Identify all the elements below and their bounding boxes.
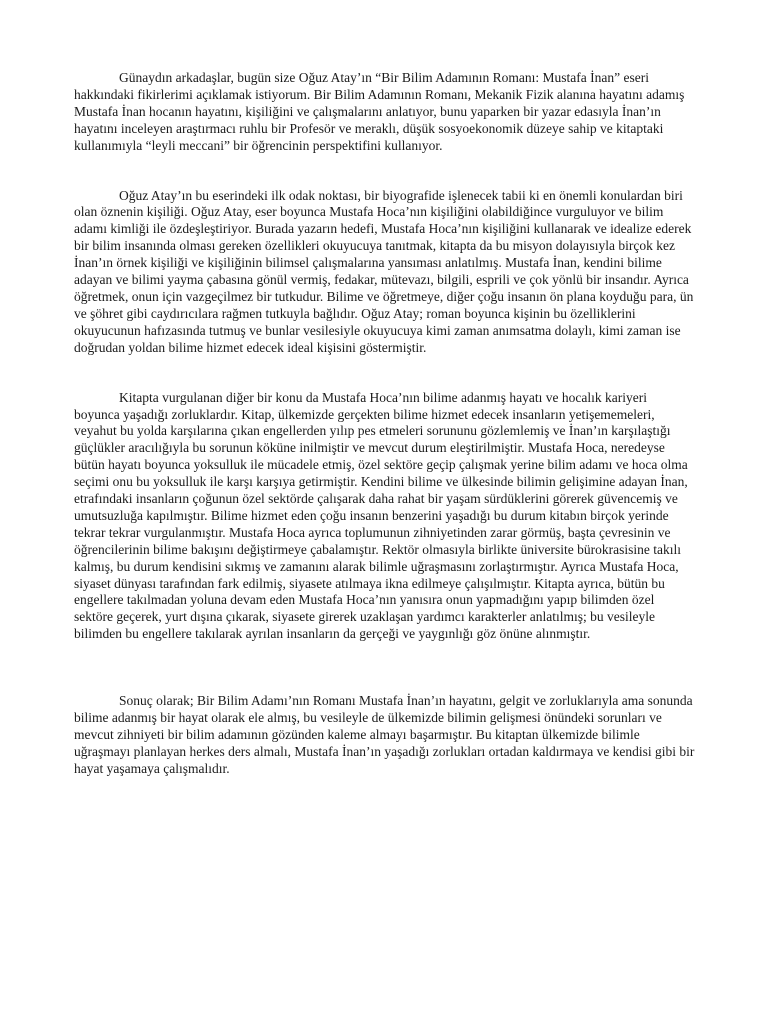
document-page xyxy=(74,70,696,778)
paragraph-introduction: Günaydın arkadaşlar, bugün size Oğuz Atay’ın “Bir Bilim Adamının Romanı: Mustafa İnan” eseri hakkındaki fikirlerimi açıklamak istiyorum. Bir Bilim Adamının Romanı, Mekanik Fizik alanına hayatını adamış Mustafa İnan hocanın hayatını, kişiliğini ve çalışmalarını anlatıyor, bunu yaparken bir yazar edasıyla İnan’ın hayatını inceleyen araştırmacı ruhlu bir Profesör ve meraklı, düşük sosyoekonomik düzeye sahip ve kitaptaki kullanımıyla “leyli meccani” bir öğrencinin perspektifini kullanıyor. xyxy=(74,70,685,153)
paragraph-personality: Oğuz Atay’ın bu eserindeki ilk odak noktası, bir biyografide işlenecek tabii ki en önemli konulardan biri olan öznenin kişiliği. Oğuz Atay, eser boyunca Mustafa Hoca’nın kişiliğini olabildiğince vurguluyor ve bilim adamı kimliği ile özdeşleştiriyor. Burada yazarın hedefi, Mustafa Hoca’nın kişiliğini kullanarak ve idealize ederek bir bilim insanında olması gereken özellikleri okuyucuya tanıtmak, kitapta da bu misyon dolayısıyla birçok kez İnan’ın örnek kişiliği ve kişiliğinin bilimsel çalışmalarına yansıması anlatılmış. Mustafa İnan, kendini bilime adayan ve bilimi yayma çabasına gönül vermiş, fedakar, mütevazı, bilgili, esprili ve çok yönlü bir insandır. Ayrıca öğretmek, onun için vazgeçilmez bir tutkudur. Bilime ve öğretmeye, diğer çoğu insanın ön plana koyduğu para, ün ve şöhret gibi caydırıcılara rağmen tutkuyla bağlıdır. Oğuz Atay; roman boyunca kişinin bu özelliklerini okuyucunun hafızasında tutmuş ve bunlar vesilesiyle okuyucuya kimi zaman anımsatma dolaylı, kimi zaman ise doğrudan yoldan bilime hizmet edecek ideal kişisini göstermiştir. xyxy=(74,187,694,355)
paragraph-conclusion: Sonuç olarak; Bir Bilim Adamı’nın Romanı Mustafa İnan’ın hayatını, gelgit ve zorluklarıyla ama sonunda bilime adanmış bir hayat olarak ele almış, bu vesileyle de ülkemizde bilimin gelişmesi önündeki sorunları ve mevcut zihniyeti bir bilim adamının gözünden kaleme almayı başarmıştır. Bu kitaptan ülkemizde bilimle uğraşmayı planlayan herkes ders almalı, Mustafa İnan’ın yaşadığı zorlukları ortadan kaldırmaya ve kendisi gibi bir hayat yaşamaya çalışmalıdır. xyxy=(74,693,695,776)
paragraph-difficulties: Kitapta vurgulanan diğer bir konu da Mustafa Hoca’nın bilime adanmış hayatı ve hocalık kariyeri boyunca yaşadığı zorluklardır. Kitap, ülkemizde gerçekten bilime hizmet edecek insanların yetişememeleri, veyahut bu yolda karşılarına çıkan engellerden yılıp pes etmeleri sorununu gözlemlemiş ve İnan’ın karşılaştığı güçlükler aracılığıyla bu sorunun köküne inilmiştir ve mevcut durum eleştirilmiştir. Mustafa Hoca, neredeyse bütün hayatı boyunca yoksulluk ile mücadele etmiş, özel sektöre geçip çalışmak yerine bilim adamı ve hoca olma seçimi onu bu yoksulluk ile karşı karşıya getirmiştir. Kendini bilime ve ülkesinde bilimin gelişimine adayan İnan, etrafındaki insanların çoğunun özel sektörde çalışarak daha rahat bir yaşam sürdüklerini görerek güvencemiş ve umutsuzluğa kapılmıştır. Bilime hizmet eden çoğu insanın benzerini yaşadığı bu durum kitabın birçok yerinde tekrar tekrar vurgulanmıştır. Mustafa Hoca ayrıca toplumunun zihniyetinden zarar görmüş, başta çevresinin ve öğrencilerinin bilime bakışını değiştirmeye çabalamıştır. Rektör olmasıyla birlikte üniversite bürokrasisine takılı kalmış, bu durum kendisini sıkmış ve zamanını alarak bilimle uğraşmasını zorlaştırmıştır. Ayrıca Mustafa Hoca, siyaset dünyası tarafından fark edilmiş, siyasete atılmaya ikna edilmeye çalışılmıştır. Kitapta ayrıca, bütün bu engellere takılmadan yoluna devam eden Mustafa Hoca’nın yanısıra onun yapmadığını yapıp bilimden özel sektöre geçerek, yurt dışına çıkarak, siyasete girerek uzaklaşan yardımcı karakterler anlatılmış; bu vesileyle bilimden bu engellere takılarak ayrılan insanların da gerçeği ve yaygınlığı göz önüne alınmıştır. xyxy=(74,389,688,642)
